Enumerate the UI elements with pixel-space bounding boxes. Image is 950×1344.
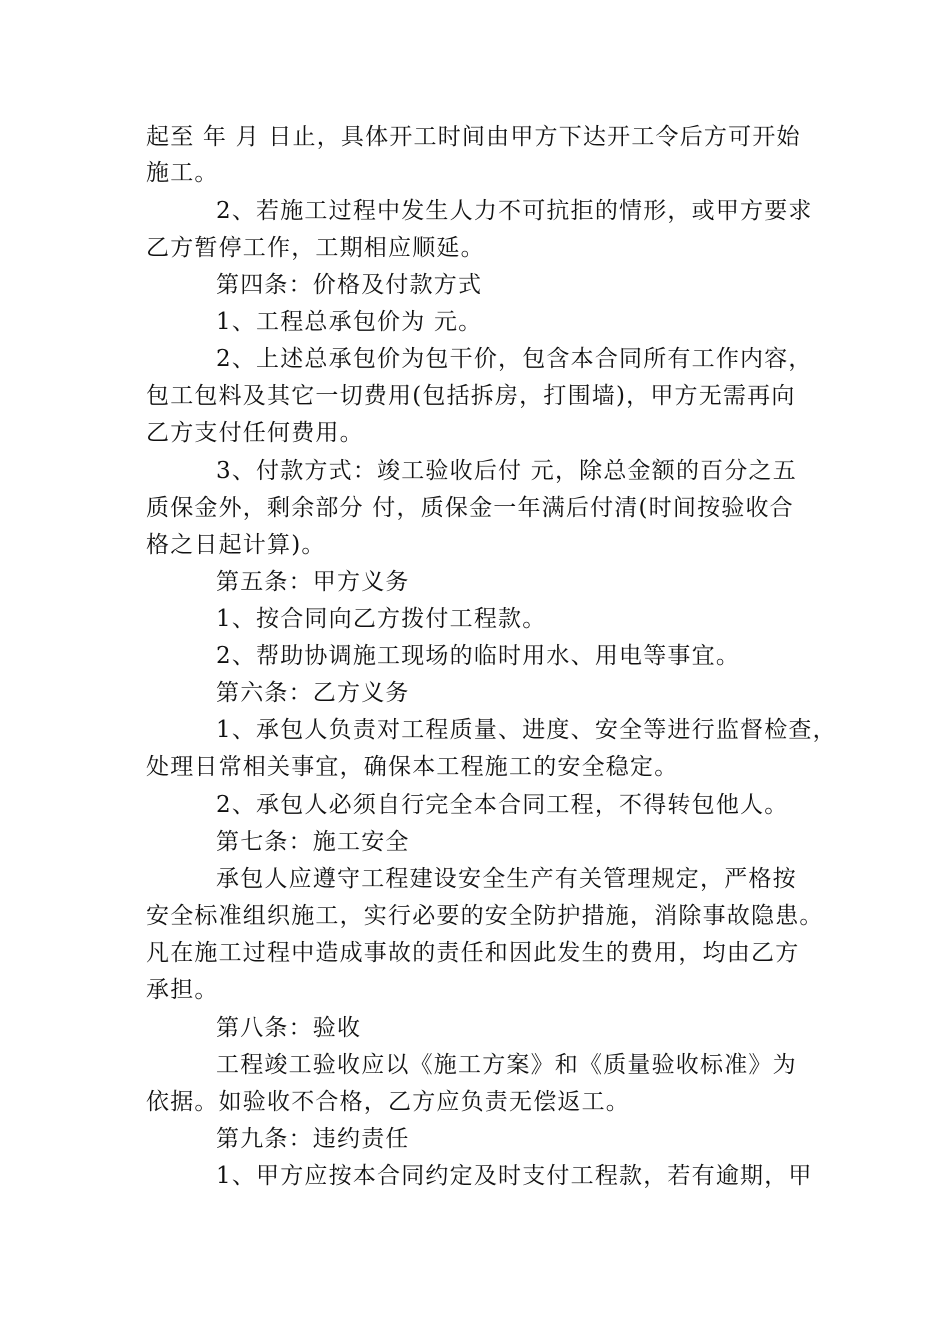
section-heading: 第九条：违约责任: [216, 1126, 410, 1152]
section-heading: 第五条：甲方义务: [216, 569, 410, 595]
paragraph-line: 包工包料及其它一切费用(包括拆房，打围墙)，甲方无需再向: [146, 383, 796, 409]
paragraph-line: 处理日常相关事宜，确保本工程施工的安全稳定。: [146, 754, 679, 780]
paragraph-line: 施工。: [146, 160, 219, 186]
paragraph-line: 起至 年 月 日止，具体开工时间由甲方下达开工令后方可开始: [146, 124, 801, 150]
section-heading: 第八条：验收: [216, 1015, 362, 1041]
paragraph-line: 工程竣工验收应以《施工方案》和《质量验收标准》为: [216, 1052, 797, 1078]
paragraph-line: 安全标准组织施工，实行必要的安全防护措施，消除事故隐患。: [146, 903, 824, 929]
section-heading: 第六条：乙方义务: [216, 680, 410, 706]
paragraph-line: 1、按合同向乙方拨付工程款。: [216, 606, 547, 632]
paragraph-line: 1、甲方应按本合同约定及时支付工程款，若有逾期，甲: [216, 1163, 813, 1189]
paragraph-line: 质保金外，剩余部分 付，质保金一年满后付清(时间按验收合: [146, 495, 794, 521]
paragraph-line: 乙方暂停工作，工期相应顺延。: [146, 235, 485, 261]
paragraph-line: 承担。: [146, 977, 219, 1003]
paragraph-line: 2、帮助协调施工现场的临时用水、用电等事宜。: [216, 643, 741, 669]
paragraph-line: 2、上述总承包价为包干价，包含本合同所有工作内容，: [216, 346, 813, 372]
paragraph-line: 1、工程总承包价为 元。: [216, 309, 483, 335]
paragraph-line: 承包人应遵守工程建设安全生产有关管理规定，严格按: [216, 866, 797, 892]
paragraph-line: 乙方支付任何费用。: [146, 420, 364, 446]
paragraph-line: 1、承包人负责对工程质量、进度、安全等进行监督检查，: [216, 717, 837, 743]
section-heading: 第七条：施工安全: [216, 829, 410, 855]
paragraph-line: 2、承包人必须自行完全本合同工程，不得转包他人。: [216, 792, 789, 818]
paragraph-line: 依据。如验收不合格，乙方应负责无偿返工。: [146, 1089, 630, 1115]
section-heading: 第四条：价格及付款方式: [216, 272, 483, 298]
paragraph-line: 格之日起计算)。: [146, 532, 326, 558]
paragraph-line: 3、付款方式：竣工验收后付 元，除总金额的百分之五: [216, 458, 797, 484]
paragraph-line: 凡在施工过程中造成事故的责任和因此发生的费用，均由乙方: [146, 940, 800, 966]
paragraph-line: 2、若施工过程中发生人力不可抗拒的情形，或甲方要求: [216, 198, 813, 224]
